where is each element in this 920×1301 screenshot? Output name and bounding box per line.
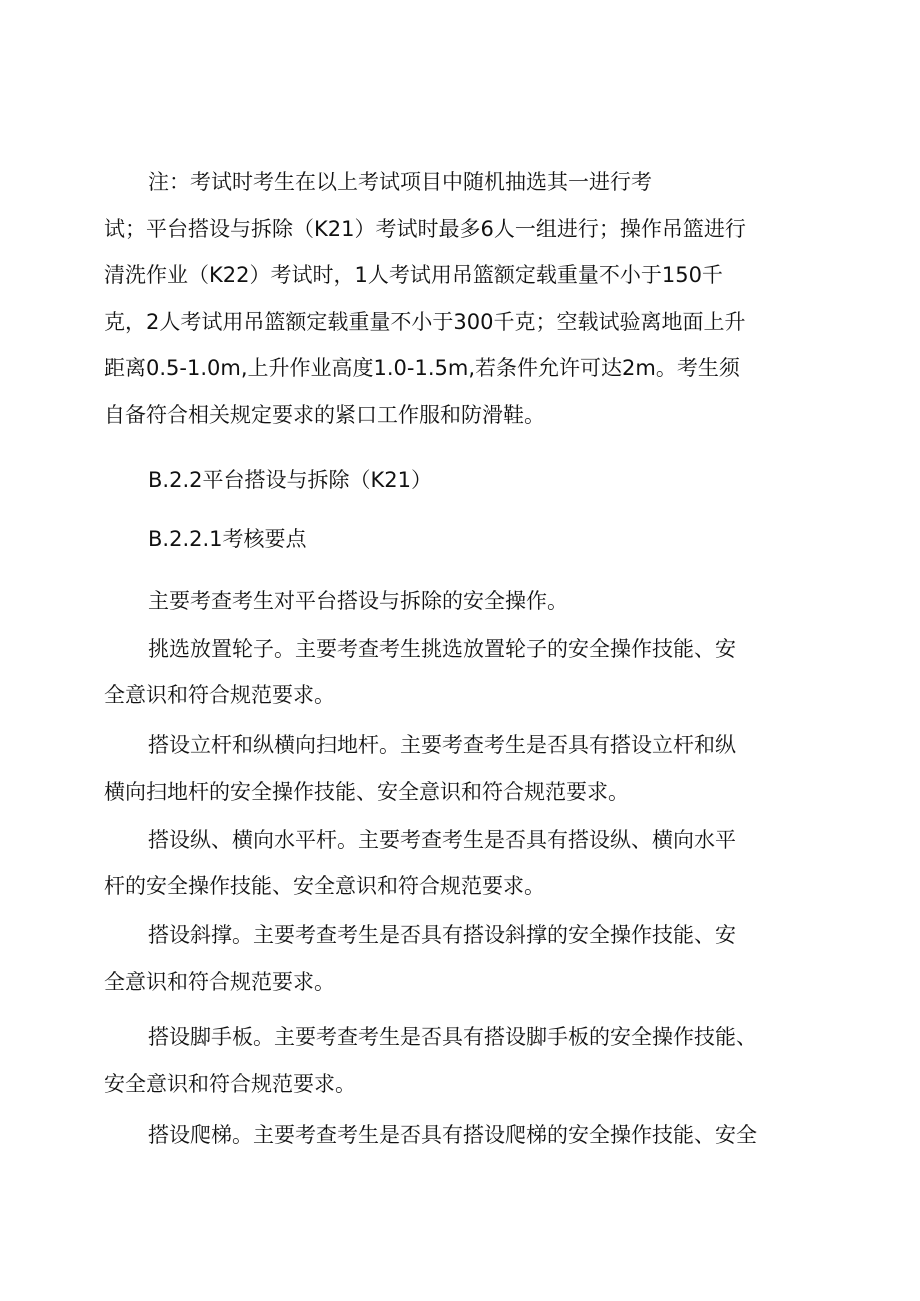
item-ladder-line-1: 搭设爬梯。主要考查考生是否具有搭设爬梯的安全操作技能、安全: [148, 1123, 757, 1147]
item-braces-line-2: 全意识和符合规范要求。: [104, 970, 335, 994]
note-line-6: 自备符合相关规定要求的紧口工作服和防滑鞋。: [104, 403, 545, 427]
item-scaffold-boards-line-2: 安全意识和符合规范要求。: [104, 1072, 356, 1096]
item-wheels-line-1: 挑选放置轮子。主要考查考生挑选放置轮子的安全操作技能、安: [148, 637, 736, 661]
item-wheels-line-2: 全意识和符合规范要求。: [104, 683, 335, 707]
item-horizontal-bars-line-2: 杆的安全操作技能、安全意识和符合规范要求。: [104, 874, 545, 898]
note-line-2: 试；平台搭设与拆除（K21）考试时最多6人一组进行；操作吊篮进行: [104, 217, 746, 241]
intro-paragraph: 主要考查考生对平台搭设与拆除的安全操作。: [148, 589, 568, 613]
section-heading: B.2.2平台搭设与拆除（K21）: [148, 468, 432, 492]
note-line-1: 注：考试时考生在以上考试项目中随机抽选其一进行考: [148, 170, 652, 194]
item-scaffold-boards-line-1: 搭设脚手板。主要考查考生是否具有搭设脚手板的安全操作技能、: [148, 1025, 757, 1049]
item-horizontal-bars-line-1: 搭设纵、横向水平杆。主要考查考生是否具有搭设纵、横向水平: [148, 828, 736, 852]
note-line-4: 克，2人考试用吊篮额定载重量不小于300千克；空载试验离地面上升: [104, 310, 746, 334]
note-line-3: 清洗作业（K22）考试时，1人考试用吊篮额定载重量不小于150千: [104, 263, 723, 287]
note-line-5: 距离0.5-1.0m,上升作业高度1.0-1.5m,若条件允许可达2m。考生须: [104, 356, 740, 380]
item-poles-line-1: 搭设立杆和纵横向扫地杆。主要考查考生是否具有搭设立杆和纵: [148, 733, 736, 757]
subsection-heading: B.2.2.1考核要点: [148, 527, 307, 551]
item-poles-line-2: 横向扫地杆的安全操作技能、安全意识和符合规范要求。: [104, 780, 629, 804]
item-braces-line-1: 搭设斜撑。主要考查考生是否具有搭设斜撑的安全操作技能、安: [148, 923, 736, 947]
